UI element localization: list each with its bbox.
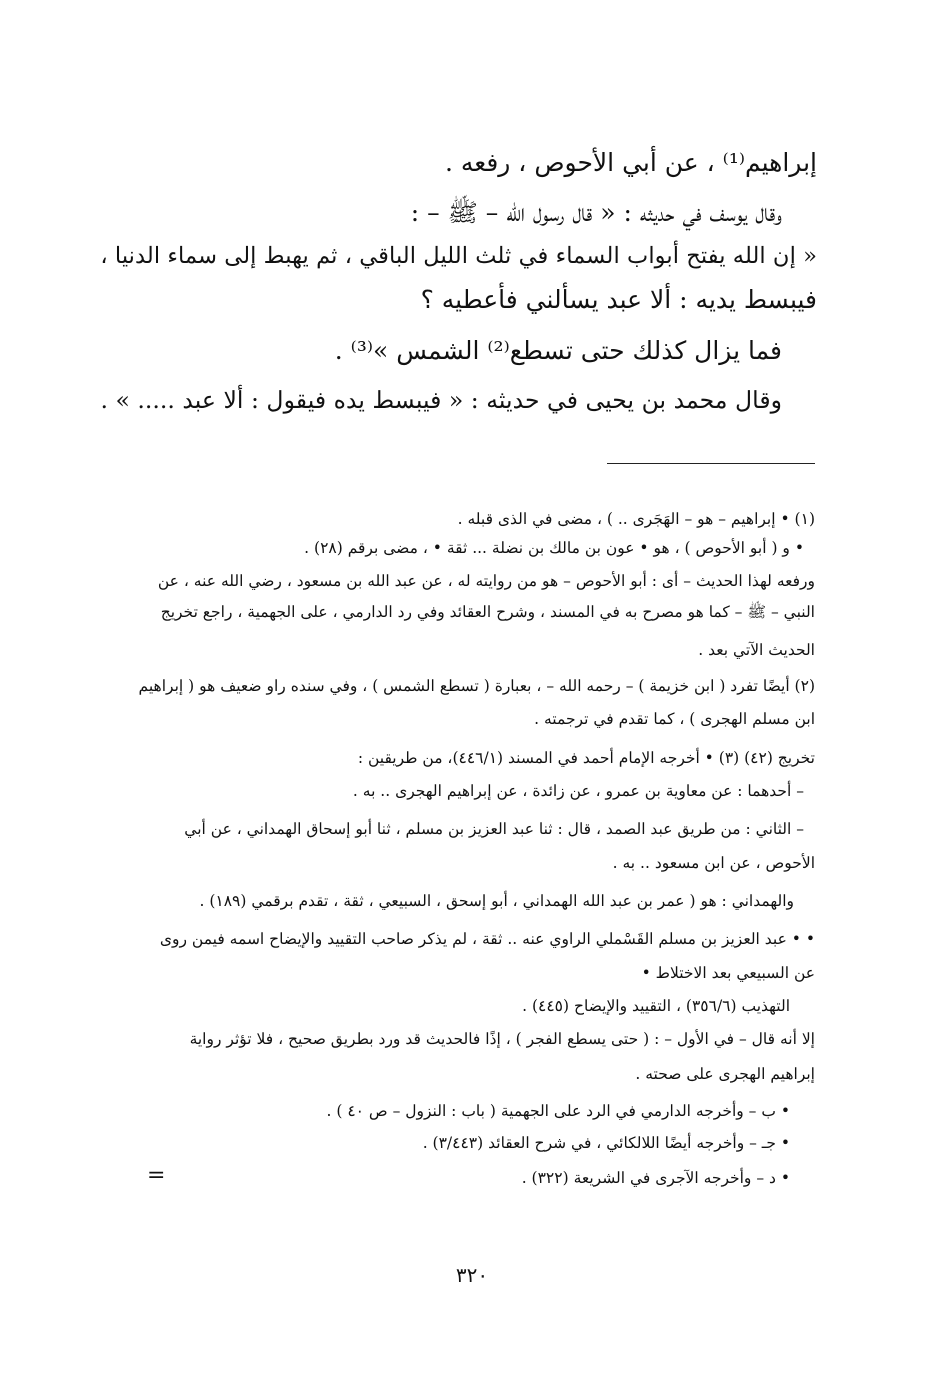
footnote-line: ورفعه لهذا الحديث – أى : أبو الأحوص – هو من روايته له ، عن عبد الله بن مسعود ، رضي الله عنه ، عن bbox=[157, 572, 815, 590]
footnote-line: • و ( أبو الأحوص ) ، هو • عون بن مالك بن نضلة ... ثقة • ، مضى برقم (٢٨) . bbox=[304, 539, 804, 557]
footnote-line: تخريج (٤٢) (٣) • أخرجه الإمام أحمد في المسند (٤٤٦/١)، من طريقين : bbox=[357, 749, 815, 767]
footnote-separator bbox=[607, 463, 815, 464]
footnote-line: (٢) أيضًا تفرد ( ابن خزيمة ) – رحمه الله – ، بعبارة ( تسطع الشمس ) ، وفي سنده راو ضعيف هو ( إبراهيم bbox=[138, 677, 815, 695]
footnote-line: • ب – وأخرجه الدارمي في الرد على الجهمية ( باب : النزول – ص ٤٠ ) . bbox=[326, 1102, 790, 1120]
footnote-line: عن السبيعي بعد الاختلاط • bbox=[641, 964, 815, 982]
footnote-line: إبراهيم الهجرى على صحته . bbox=[635, 1065, 815, 1083]
main-line: « إن الله يفتح أبواب السماء في ثلث الليل الباقي ، ثم يهبط إلى سماء الدنيا ، bbox=[100, 243, 817, 269]
footnote-line: (١) • إبراهيم – هو – الهَجَرى .. ) ، مضى في الذى قبله . bbox=[457, 510, 815, 528]
main-line: فيبسط يديه : ألا عبد يسألني فأعطيه ؟ bbox=[420, 285, 817, 314]
footnote-line: والهمداني : هو ( عمر بن عبد الله الهمداني ، أبو إسحق ، السبيعي ، ثقة ، تقدم برقمي (١٨٩) . bbox=[199, 892, 794, 910]
main-line: وقال يوسف في حديثه : « قال رسول الله – ﷺ – : bbox=[410, 198, 782, 227]
footnote-line: إلا أنه قال – في الأول – : ( حتى يسطع الفجر ) ، إذًا فالحديث قد ورد بطريق صحيح ، فلا تؤثر رواية bbox=[189, 1030, 815, 1048]
main-line: فما يزال كذلك حتى تسطع⁽²⁾ الشمس »⁽³⁾ . bbox=[334, 336, 782, 365]
footnote-line: النبي – ﷺ – كما هو مصرح به في المسند ، وشرح العقائد وفي رد الدارمي ، على الجهمية ، راجع تخريج bbox=[160, 603, 815, 621]
main-line: وقال محمد بن يحيى في حديثه : « فيبسط يده فيقول : ألا عبد ..... » . bbox=[100, 386, 782, 414]
footnote-line: التهذيب (٣٥٦/٦) ، التقييد والإيضاح (٤٤٥) . bbox=[522, 997, 790, 1015]
footnote-line: – الثاني : من طريق عبد الصمد ، قال : ثنا عبد العزيز بن مسلم ، ثنا أبو إسحاق الهمداني ، عن أبي bbox=[184, 820, 804, 838]
footnote-line: – أحدهما : عن معاوية بن عمرو ، عن زائدة ، عن إبراهيم الهجرى .. به . bbox=[352, 782, 804, 800]
continuation-mark: = bbox=[147, 1163, 166, 1188]
footnote-line: • • عبد العزيز بن مسلم القَسْملي الراوي عنه .. ثقة ، لم يذكر صاحب التقييد والإيضاح اسمه فيمن روى bbox=[159, 930, 815, 948]
footnote-line: ابن مسلم الهجرى ) ، كما تقدم في ترجمته . bbox=[534, 710, 815, 728]
main-line: إبراهيم⁽¹⁾ ، عن أبي الأحوص ، رفعه . bbox=[444, 148, 817, 177]
footnote-line: الحديث الآتي بعد . bbox=[698, 641, 815, 659]
footnote-line: • جـ – وأخرجه أيضًا اللالكائي ، في شرح العقائد (٣/٤٤٣) . bbox=[422, 1134, 790, 1152]
page-number: ٣٢٠ bbox=[455, 1263, 489, 1287]
footnote-line: الأحوص ، عن ابن مسعود .. به . bbox=[612, 854, 815, 872]
footnote-line: • د – وأخرجه الآجرى في الشريعة (٣٢٢) . bbox=[521, 1169, 790, 1187]
